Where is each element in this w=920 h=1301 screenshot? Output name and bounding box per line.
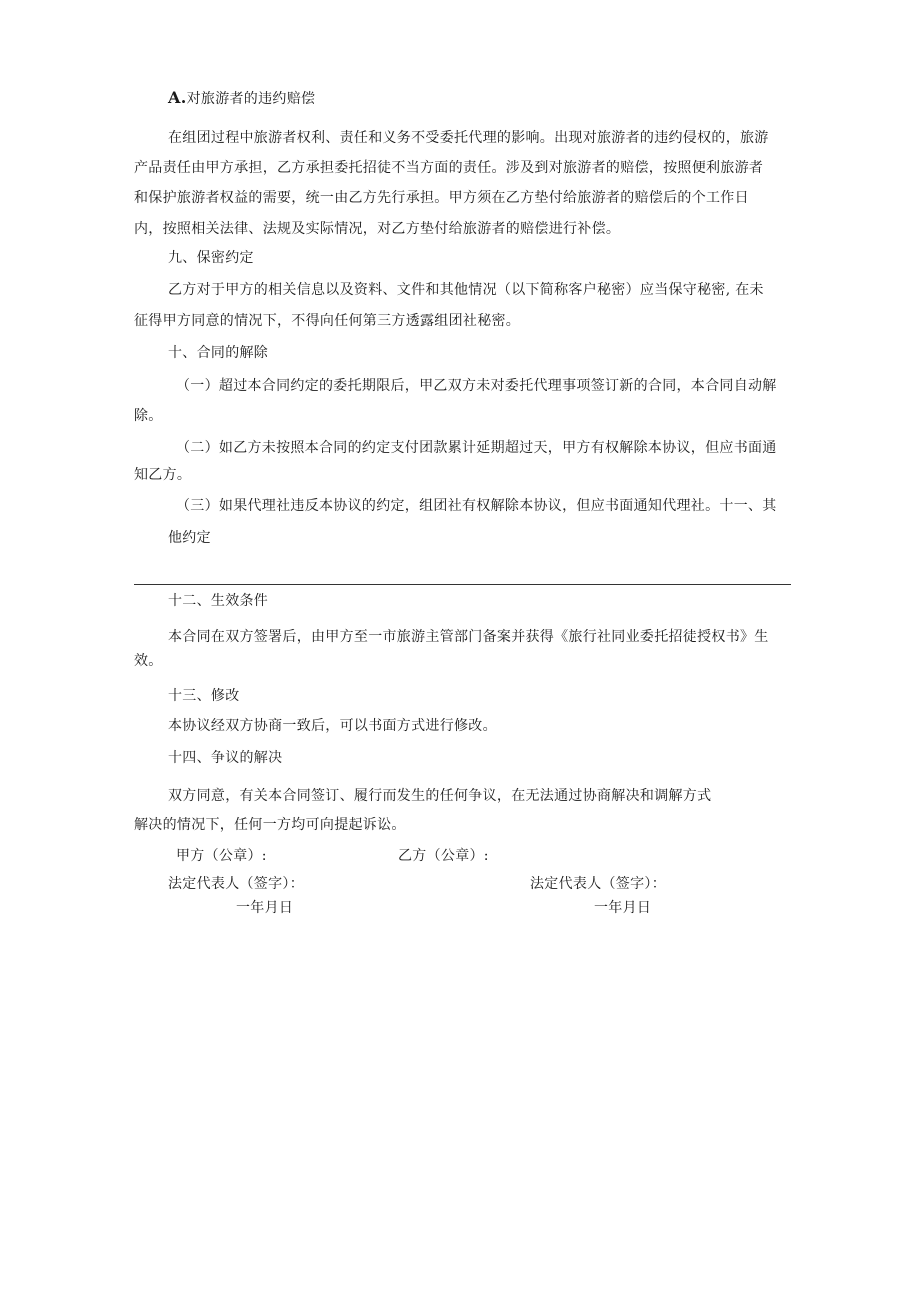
party-b-representative-label: 法定代表人（签字）： <box>530 876 666 892</box>
section-a-para-line-2: 产品责任由甲方承担，乙方承担委托招徒不当方面的责任。涉及到对旅游者的赔偿，按照便利旅游者 <box>134 160 764 176</box>
section-a-prefix: A. <box>168 88 187 107</box>
party-a-date: 一年月日 <box>236 900 294 916</box>
section-thirteen-para: 本协议经双方协商一致后，可以书面方式进行修改。 <box>168 718 497 734</box>
section-ten-item-1-line-2: 除。 <box>134 408 163 424</box>
section-thirteen-title: 十三、修改 <box>168 688 240 704</box>
party-b-seal-label: 乙方（公章）: <box>398 848 489 864</box>
party-b-date: 一年月日 <box>594 900 652 916</box>
section-nine-title: 九、保密约定 <box>168 250 254 266</box>
section-ten-title: 十、合同的解除 <box>168 345 269 361</box>
section-a-para-line-4: 内，按照相关法律、法规及实际情况，对乙方垫付给旅游者的赔偿进行补偿。 <box>134 221 621 237</box>
section-ten-item-1-line-1: （一）超过本合同约定的委托期限后，甲乙双方未对委托代理事项签订新的合同，本合同自动解 <box>176 378 777 394</box>
section-a-para-line-1: 在组团过程中旅游者权利、责任和义务不受委托代理的影响。出现对旅游者的违约侵权的，旅游 <box>168 130 769 146</box>
section-fourteen-title: 十四、争议的解决 <box>168 750 283 766</box>
section-a-para-line-3: 和保护旅游者权益的需要，统一由乙方先行承担。甲方须在乙方垫付给旅游者的赔偿后的个工作日 <box>134 190 749 206</box>
section-twelve-para-line-2: 效。 <box>134 653 163 669</box>
section-twelve-para-line-1: 本合同在双方签署后，由甲方至一市旅游主管部门备案并获得《旅行社同业委托招徒授权书》生 <box>168 629 769 645</box>
section-fourteen-para-line-2: 解决的情况下，任何一方均可向提起诉讼。 <box>134 817 406 833</box>
section-ten-item-3-line-2: 他约定 <box>168 530 211 546</box>
section-a-title-text: 对旅游者的违约赔偿 <box>186 91 316 107</box>
party-a-representative-label: 法定代表人（签字）： <box>168 876 304 892</box>
section-nine-para-line-1: 乙方对于甲方的相关信息以及资料、文件和其他情况（以下简称客户秘密）应当保守秘密, 在未 <box>168 282 764 298</box>
section-twelve-title: 十二、生效条件 <box>168 593 269 609</box>
party-a-seal-label: 甲方（公章）: <box>176 848 267 864</box>
section-ten-item-2-line-2: 知乙方。 <box>134 467 192 483</box>
section-nine-para-line-2: 征得甲方同意的情况下，不得向任何第三方透露组团社秘密。 <box>134 313 521 329</box>
section-fourteen-para-line-1: 双方同意，有关本合同签订、履行而发生的任何争议，在无法通过协商解决和调解方式 <box>168 788 712 804</box>
horizontal-divider <box>134 584 791 585</box>
section-a-title <box>168 88 315 109</box>
section-ten-item-2-line-1: （二）如乙方未按照本合同的约定支付团款累计延期超过天，甲方有权解除本协议，但应书面通 <box>176 440 777 456</box>
section-ten-item-3-line-1: （三）如果代理社违反本协议的约定，组团社有权解除本协议，但应书面通知代理社。十一、其 <box>176 498 777 514</box>
